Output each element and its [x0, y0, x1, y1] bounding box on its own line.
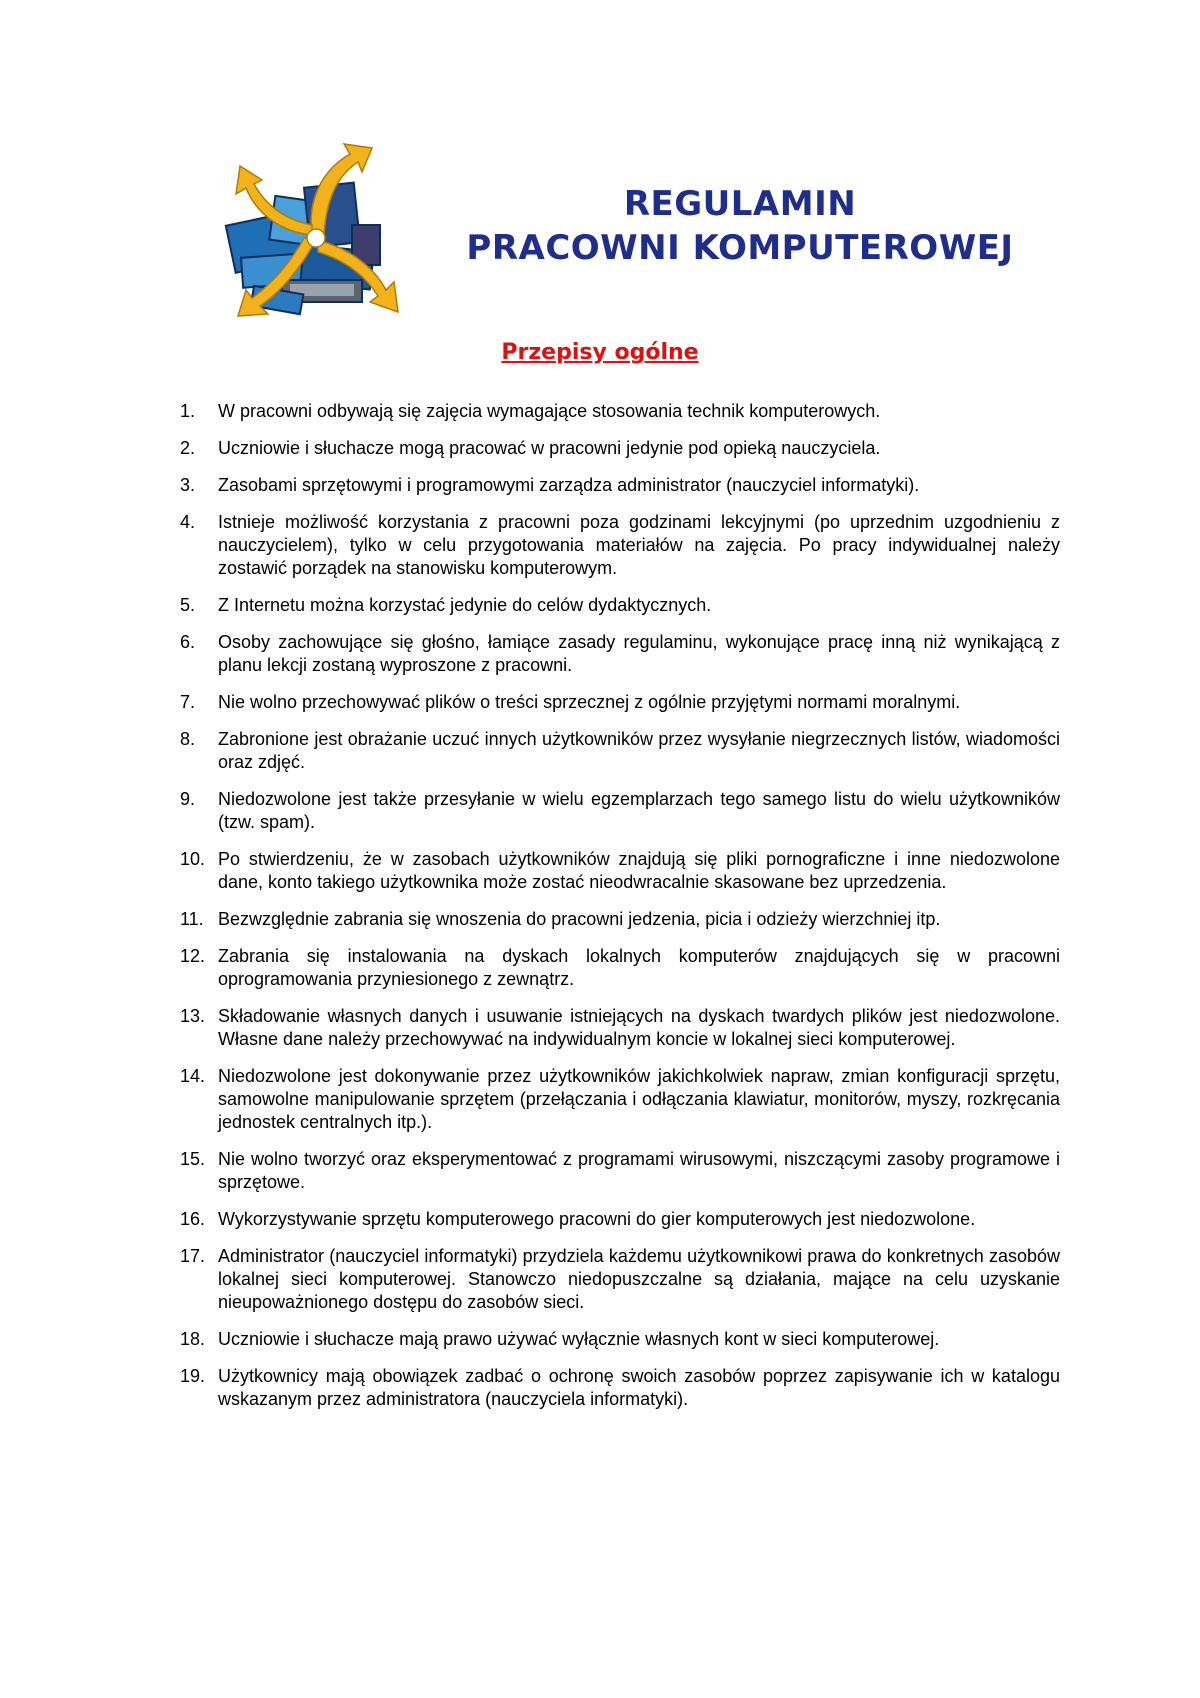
rule-text: Nie wolno tworzyć oraz eksperymentować z programami wirusowymi, niszczącymi zasoby programowe i sprzętowe. — [218, 1149, 1060, 1192]
rule-number: 2. — [180, 438, 196, 458]
section-title: Przepisy ogólne — [501, 340, 699, 365]
rule-item — [180, 1148, 1060, 1194]
rule-item — [180, 511, 1060, 580]
rule-item — [180, 1245, 1060, 1314]
rule-item — [180, 945, 1060, 991]
rule-number: 15. — [180, 1149, 206, 1169]
rule-item — [180, 848, 1060, 894]
rule-number: 19. — [180, 1366, 206, 1386]
rule-text: Nie wolno przechowywać plików o treści sprzecznej z ogólnie przyjętymi normami moralnymi. — [218, 692, 961, 712]
rule-item — [180, 631, 1060, 677]
rule-number: 6. — [180, 632, 196, 652]
rule-number: 4. — [180, 512, 196, 532]
rule-text: Bezwzględnie zabrania się wnoszenia do pracowni jedzenia, picia i odzieży wierzchniej itp. — [218, 909, 941, 929]
rule-number: 3. — [180, 475, 196, 495]
title-line-1: REGULAMIN — [623, 184, 857, 224]
rule-number: 5. — [180, 595, 196, 615]
rule-item — [180, 728, 1060, 774]
rule-text: Z Internetu można korzystać jedynie do celów dydaktycznych. — [218, 595, 712, 615]
rule-item — [180, 1328, 1060, 1351]
rule-text: Uczniowie i słuchacze mogą pracować w pracowni jedynie pod opieką nauczyciela. — [218, 438, 881, 458]
rule-item — [180, 1208, 1060, 1231]
document-title — [400, 182, 1080, 270]
rule-text: Istnieje możliwość korzystania z pracowni poza godzinami lekcyjnymi (po uprzednim uzgodnieniu z nauczycielem), tylko w celu przygotowania materiałów na zajęcia. Po pracy indywidualnej należy zostawić porządek na stanowisku komputerowym. — [218, 512, 1060, 578]
rule-number: 1. — [180, 401, 196, 421]
rule-text: Użytkownicy mają obowiązek zadbać o ochronę swoich zasobów poprzez zapisywanie ich w katalogu wskazanym przez administratora (nauczyciela informatyki). — [218, 1366, 1060, 1409]
rule-item — [180, 691, 1060, 714]
rule-text: Osoby zachowujące się głośno, łamiące zasady regulaminu, wykonujące pracę inną niż wynikającą z planu lekcji zostaną wyproszone z pracowni. — [218, 632, 1060, 675]
rule-number: 16. — [180, 1209, 206, 1229]
rule-text: Zasobami sprzętowymi i programowymi zarządza administrator (nauczyciel informatyki). — [218, 475, 920, 495]
rule-text: Wykorzystywanie sprzętu komputerowego pracowni do gier komputerowych jest niedozwolone. — [218, 1209, 976, 1229]
rule-text: W pracowni odbywają się zajęcia wymagające stosowania technik komputerowych. — [218, 401, 881, 421]
rule-number: 12. — [180, 946, 206, 966]
rule-text: Składowanie własnych danych i usuwanie istniejących na dyskach twardych plików jest niedozwolone. Własne dane należy przechowywać na indywidualnym koncie w lokalnej sieci komputerowej. — [218, 1006, 1060, 1049]
rule-text: Po stwierdzeniu, że w zasobach użytkowników znajdują się pliki pornograficzne i inne niedozwolone dane, konto takiego użytkownika może zostać nieodwracalnie skasowane bez uprzedzenia. — [218, 849, 1060, 892]
rule-text: Niedozwolone jest dokonywanie przez użytkowników jakichkolwiek napraw, zmian konfiguracji sprzętu, samowolne manipulowanie sprzętem (przełączania i odłączania klawiatur, monitorów, myszy, rozkręcania jednostek centralnych itp.). — [218, 1066, 1060, 1132]
rule-text: Administrator (nauczyciel informatyki) przydziela każdemu użytkownikowi prawa do konkretnych zasobów lokalnej sieci komputerowej. Stanowczo niedopuszczalne są działania, mające na celu uzyskanie nieupoważnionego dostępu do zasobów sieci. — [218, 1246, 1060, 1312]
rule-number: 8. — [180, 729, 196, 749]
rule-number: 18. — [180, 1329, 206, 1349]
rule-item — [180, 437, 1060, 460]
rule-item — [180, 594, 1060, 617]
rule-text: Zabronione jest obrażanie uczuć innych użytkowników przez wysyłanie niegrzecznych listów, wiadomości oraz zdjęć. — [218, 729, 1060, 772]
rule-text: Niedozwolone jest także przesyłanie w wielu egzemplarzach tego samego listu do wielu użytkowników (tzw. spam). — [218, 789, 1060, 832]
rule-number: 9. — [180, 789, 196, 809]
rule-number: 7. — [180, 692, 196, 712]
rule-text: Zabrania się instalowania na dyskach lokalnych komputerów znajdujących się w pracowni oprogramowania przyniesionego z zewnątrz. — [218, 946, 1060, 989]
rule-item — [180, 400, 1060, 423]
rule-number: 13. — [180, 1006, 206, 1026]
computer-arrows-logo — [212, 140, 412, 325]
title-line-2: PRACOWNI KOMPUTEROWEJ — [466, 228, 1014, 268]
rule-number: 10. — [180, 849, 206, 869]
rule-item — [180, 474, 1060, 497]
rule-item — [180, 1005, 1060, 1051]
rule-text: Uczniowie i słuchacze mają prawo używać wyłącznie własnych kont w sieci komputerowej. — [218, 1329, 940, 1349]
rule-number: 17. — [180, 1246, 206, 1266]
rule-item — [180, 908, 1060, 931]
rule-number: 11. — [180, 909, 204, 929]
rule-item — [180, 788, 1060, 834]
rule-item — [180, 1365, 1060, 1411]
rule-item — [180, 1065, 1060, 1134]
rules-list — [180, 400, 1060, 1425]
rule-number: 14. — [180, 1066, 206, 1086]
